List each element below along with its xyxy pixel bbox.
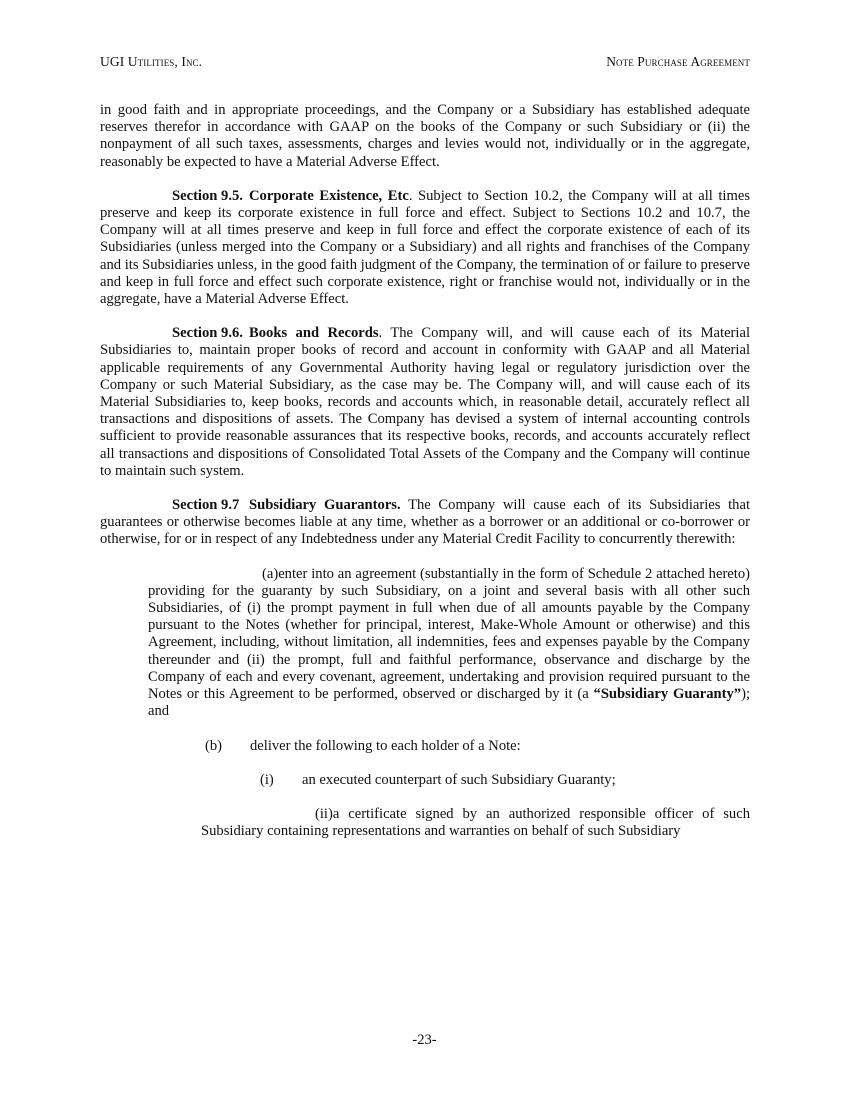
header-document-title — [606, 54, 750, 70]
clause-label: (a) — [262, 565, 279, 582]
clause-b — [205, 738, 750, 755]
subclause-text: an executed counterpart of such Subsidiary Guaranty; — [302, 771, 616, 788]
section-title: Corporate Existence, Etc — [249, 187, 409, 204]
defined-term: “Subsidiary Guaranty” — [593, 686, 742, 703]
section-9-6 — [100, 325, 750, 480]
section-number: Section 9.6. — [172, 325, 243, 342]
section-text: The Company will cause each of its Subsidiaries that guarantees or otherwise becomes liable at any time, whether as a borrower or an additional or co-borrower or otherwise, for or in respect of any Indebtedness under any Material Credit Facility to concurrently therewith: — [100, 497, 751, 548]
section-9-7 — [100, 497, 750, 549]
section-number: Section 9.5. — [172, 187, 243, 204]
subclause-i — [260, 772, 750, 789]
section-9-5 — [100, 188, 750, 308]
header-left-text: UGI Utilities, Inc. — [100, 54, 203, 69]
section-number: Section 9.7 — [172, 497, 240, 514]
clause-text: deliver the following to each holder of a Note: — [250, 737, 521, 754]
section-title: Subsidiary Guarantors. — [249, 497, 401, 514]
paragraph-continuation: in good faith and in appropriate proceedings, and the Company or a Subsidiary has established adequate reserves therefor in accordance with GAAP on the books of the Company or such Subsidiary or (ii) the nonpayment of all such taxes, assessments, charges and levies would not, individually or in the aggregate, reasonably be expected to have a Material Adverse Effect. — [100, 102, 750, 170]
header-right-text: Note Purchase Agreement — [606, 54, 750, 69]
document-body — [100, 102, 750, 840]
clause-a — [148, 566, 750, 721]
clause-label: (b) — [205, 737, 223, 754]
page-number: -23- — [412, 1032, 437, 1048]
section-text: . Subject to Section 10.2, the Company will at all times preserve and keep its corporate existence in full force and effect. Subject to Sections 10.2 and 10.7, the Company will at all times preserve and keep in full force and effect the corporate existence of each of its Subsidiaries (unless merged into the Company or a Subsidiary) and all rights and franchises of the Company and its Subsidiaries unless, in the good faith judgment of the Company, the termination of or failure to preserve and keep in full force and effect such corporate existence, right or franchise would not, individually or in the aggregate, have a Material Adverse Effect. — [100, 187, 750, 308]
section-title: Books and Records — [249, 325, 379, 342]
subclause-label: (ii) — [315, 805, 333, 822]
subclause-text: a certificate signed by an authorized responsible officer of such Subsidiary containing representations and warranties on behalf of such Subsidiary — [201, 805, 750, 840]
section-text: . The Company will, and will cause each of its Material Subsidiaries to, maintain proper books of record and account in conformity with GAAP and all Material applicable requirements of any Governmental Authority having legal or regulatory jurisdiction over the Company or such Material Subsidiary, as the case may be. The Company will, and will cause each of its Material Subsidiaries to, keep books, records and accounts which, in reasonable detail, accurately reflect all transactions and dispositions of assets. The Company has devised a system of internal accounting controls sufficient to provide reasonable assurances that its respective books, records, and accounts accurately reflect all transactions and dispositions of Consolidated Total Assets of the Company and the Company will continue to maintain such system. — [100, 325, 751, 479]
header-company-name — [100, 54, 202, 70]
clause-text: enter into an agreement (substantially in the form of Schedule 2 attached hereto) providing for the guaranty by such Subsidiary, on a joint and several basis with all other such Subsidiaries, of (i) the prompt payment in full when due of all amounts payable by the Company pursuant to the Notes (whether for principal, interest, Make-Whole Amount or otherwise) and this Agreement, including, without limitation, all indemnities, fees and expenses payable by the Company thereunder and (ii) the prompt, full and faithful performance, observance and discharge by the Company of each and every covenant, agreement, undertaking and provision required pursuant to the Notes or this Agreement to be performed, observed or discharged by it (a — [148, 565, 750, 703]
clause-tail: ); and — [148, 686, 750, 720]
subclause-label: (i) — [260, 771, 274, 788]
page-footer — [0, 1032, 849, 1049]
subclause-ii — [201, 806, 750, 840]
